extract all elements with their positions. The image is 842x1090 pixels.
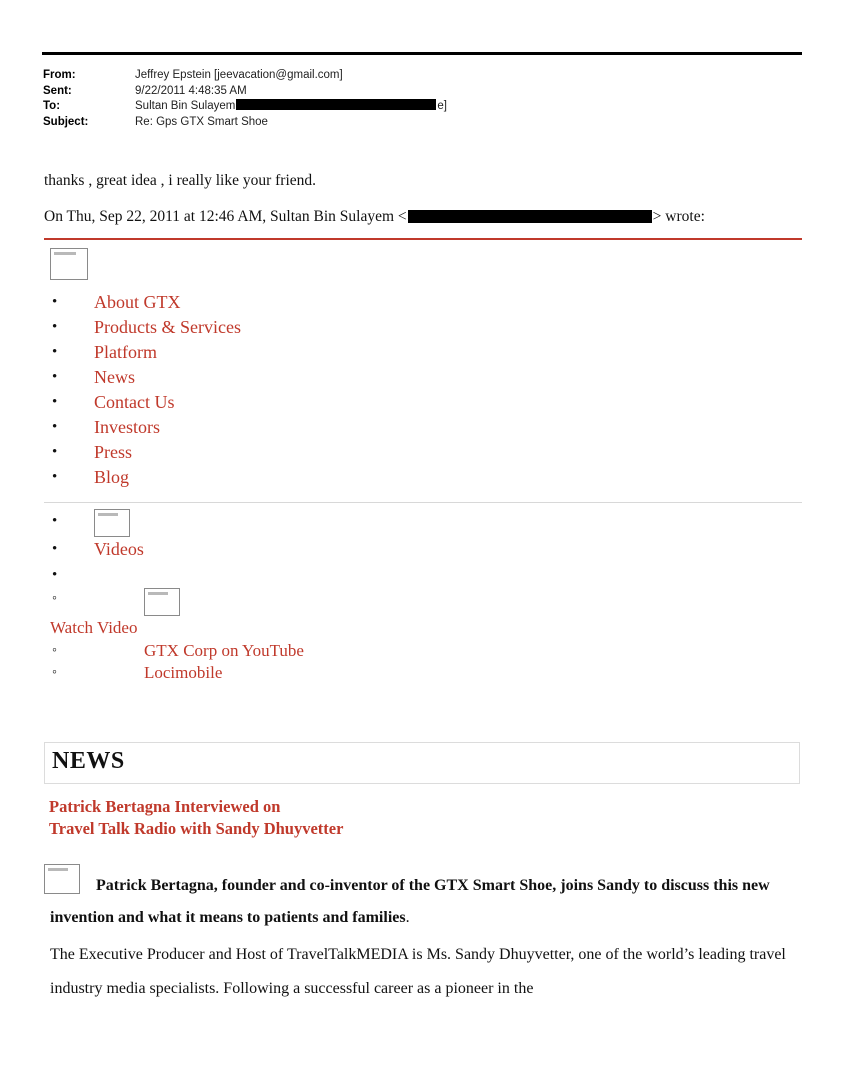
nav-item-label: News: [94, 367, 135, 387]
redaction-bar-to: [236, 99, 436, 110]
newsletter-nav-list: [44, 290, 802, 490]
video-link-label: Locimobile: [144, 663, 223, 682]
email-sent-value: 9/22/2011 4:48:35 AM: [135, 84, 247, 97]
header-divider: [42, 52, 802, 55]
nav-item-press[interactable]: [44, 440, 802, 465]
email-sent-row: [43, 84, 803, 100]
watch-video-image-placeholder: [144, 588, 180, 616]
redaction-bar-quote-email: [408, 210, 652, 223]
video-link-label: GTX Corp on YouTube: [144, 641, 304, 660]
newsletter-videos-list: [44, 509, 802, 588]
article-lead-bold: Patrick Bertagna, founder and co-inventor of the GTX Smart Shoe, joins Sandy to discuss this new invention and what it means to patients and families: [50, 877, 770, 926]
nav-item-about-gtx[interactable]: [44, 290, 802, 315]
email-sent-label: Sent:: [43, 84, 72, 97]
email-body-greeting: thanks , great idea , i really like your friend.: [44, 172, 317, 189]
nav-item-products-services[interactable]: [44, 315, 802, 340]
watch-video-thumbnail-item[interactable]: [44, 588, 802, 616]
videos-thumbnail-item[interactable]: [44, 509, 802, 537]
newsletter-section-divider: [44, 502, 802, 503]
email-from-value: Jeffrey Epstein [jeevacation@gmail.com]: [135, 69, 343, 81]
quote-attribution-prefix: On Thu, Sep 22, 2011 at 12:46 AM, Sultan Bin Sulayem <: [44, 208, 407, 225]
quoted-newsletter: [44, 238, 802, 684]
email-to-name: Sultan Bin Sulayem: [135, 100, 236, 113]
nav-item-investors[interactable]: [44, 415, 802, 440]
article-headline[interactable]: [49, 796, 789, 840]
nav-item-label: Investors: [94, 417, 160, 437]
nav-item-news[interactable]: [44, 365, 802, 390]
email-from-label: From:: [43, 69, 76, 81]
video-thumbnail-image-placeholder: [94, 509, 130, 537]
quote-attribution: [44, 208, 705, 226]
videos-label: Videos: [94, 539, 144, 559]
nav-item-blog[interactable]: [44, 465, 802, 490]
nav-item-label: Blog: [94, 467, 130, 487]
nav-item-platform[interactable]: [44, 340, 802, 365]
email-from-row: [43, 68, 803, 84]
article-headline-line-1: Patrick Bertagna Interviewed on: [49, 797, 281, 816]
nav-item-contact-us[interactable]: [44, 390, 802, 415]
newsletter-logo-image-placeholder: [50, 248, 88, 280]
video-links-list: [44, 640, 802, 684]
video-link-gtx-youtube[interactable]: [44, 640, 802, 662]
article-lead-paragraph: [50, 870, 790, 934]
watch-video-link[interactable]: Watch Video: [50, 618, 138, 637]
nav-item-label: Press: [94, 442, 133, 462]
email-subject-label: Subject:: [43, 115, 89, 128]
article-body-paragraph: The Executive Producer and Host of TravelTalkMEDIA is Ms. Sandy Dhuyvetter, one of the world’s leading travel industry media specialists. Following a successful career as a pioneer in the: [50, 946, 786, 997]
nav-item-label: Products & Services: [94, 317, 241, 337]
article-headline-line-2: Travel Talk Radio with Sandy Dhuyvetter: [49, 819, 344, 838]
newsletter-top-rule: [44, 238, 802, 240]
nav-item-label: About GTX: [94, 292, 181, 312]
video-link-locimobile[interactable]: [44, 662, 802, 684]
email-to-tail: e]: [437, 100, 447, 113]
nav-item-label: Contact Us: [94, 392, 175, 412]
email-subject-row: [43, 115, 803, 131]
email-header: [43, 68, 803, 130]
email-to-label: To:: [43, 100, 61, 113]
videos-link-item[interactable]: [44, 537, 802, 563]
email-to-row: [43, 99, 803, 115]
nav-item-label: Platform: [94, 342, 157, 362]
watch-video-list: [44, 588, 802, 616]
quote-attribution-suffix: > wrote:: [652, 208, 705, 225]
email-subject-value: Re: Gps GTX Smart Shoe: [135, 115, 268, 128]
news-section-box: [44, 742, 800, 784]
email-to-value: [135, 99, 447, 115]
videos-empty-item: [44, 563, 802, 588]
article-lead-tail: .: [405, 909, 410, 926]
news-section-heading: NEWS: [52, 748, 125, 774]
